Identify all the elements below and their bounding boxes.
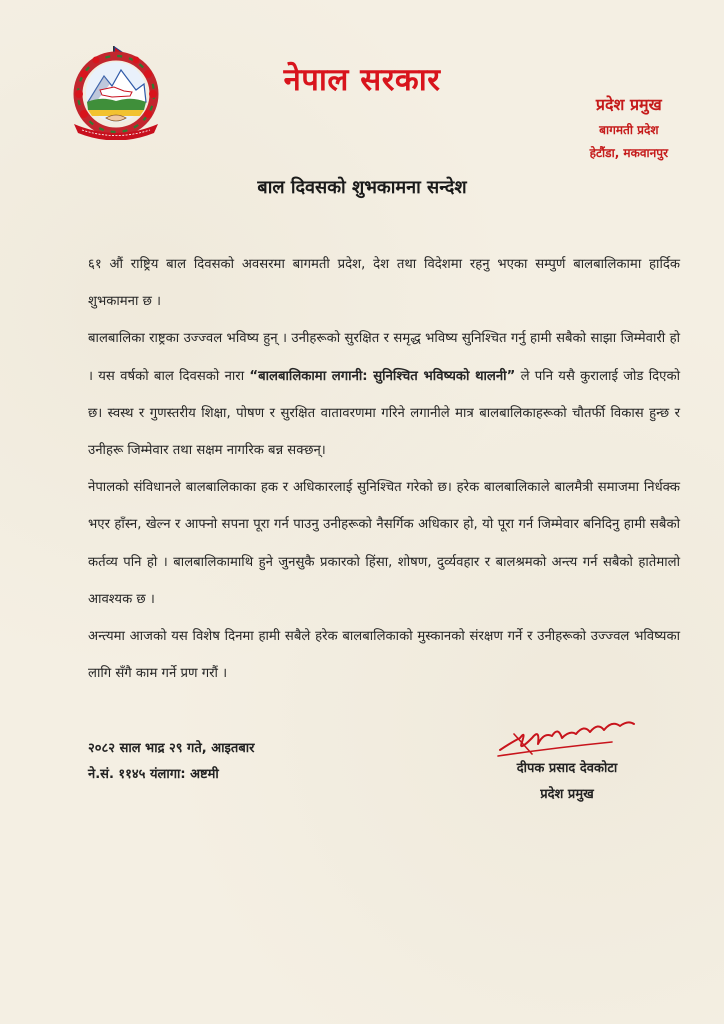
body-paragraph-2-text-b: ले पनि यसै कुरालाई जोड दिएको छ। स्वस्थ र गुणस्तरीय शिक्षा, पोषण र सुरक्षित वातावरणमा गरिने लगानीले मात्र बालबालिकाहरूको चौतर्फी विकास हुन्छ र उनीहरू जिम्मेवार तथा सक्षम नागरिक बन्न सक्छन्। xyxy=(88,368,680,459)
body-paragraph-3: नेपालको संविधानले बालबालिकाका हक र अधिकारलाई सुनिश्चित गरेको छ। हरेक बालबालिकाले बालमैत्री समाजमा निर्धक्क भएर हाँस्न, खेल्न र आफ्नो सपना पूरा गर्न पाउनु उनीहरूको नैसर्गिक अधिकार हो, यो पूरा गर्न जिम्मेवार बनिदिनु हामी सबैको कर्तव्य पनि हो । बालबालिकामाथि हुने जुनसुकै प्रकारको हिंसा, शोषण, दुर्व्यवहार र बालश्रमको अन्त्य गर्न सबैको हातेमालो आवश्यक छ । xyxy=(88,480,680,607)
signer-block xyxy=(482,756,652,808)
campaign-slogan: “बालबालिकामा लगानी: सुनिश्चित भविष्यको थालनी” xyxy=(249,368,516,384)
body-paragraph-1: ६१ औं राष्ट्रिय बाल दिवसको अवसरमा बागमती प्रदेश, देश तथा विदेशमा रहनु भएका सम्पुर्ण बालबालिकामा हार्दिक शुभकामना छ । xyxy=(88,257,680,310)
office-address: हेटौंडा, मकवानपुर xyxy=(589,146,668,160)
government-title: नेपाल सरकार xyxy=(283,62,441,98)
signer-title: प्रदेश प्रमुख xyxy=(540,787,594,802)
body-paragraph-2 xyxy=(88,320,680,469)
date-nepal-sambat: ने.सं. ११४५ यंलागा: अष्टमी xyxy=(88,767,219,782)
message-body xyxy=(88,246,680,692)
office-title: प्रदेश प्रमुख xyxy=(595,95,662,114)
office-block xyxy=(590,93,668,161)
signer-name: दीपक प्रसाद देवकोटा xyxy=(516,761,618,776)
office-province: बागमती प्रदेश xyxy=(599,123,659,137)
message-subject: बाल दिवसको शुभकामना सन्देश xyxy=(257,177,467,198)
body-paragraph-2-text-a: बालबालिका राष्ट्रका उज्ज्वल भविष्य हुन् । उनीहरूको सुरक्षित र समृद्ध भविष्य सुनिश्चित गर्नु हामी सबैको साझा जिम्मेवारी हो । यस वर्षको बाल दिवसको नारा xyxy=(88,331,680,384)
body-paragraph-4: अन्त्यमा आजको यस विशेष दिनमा हामी सबैले हरेक बालबालिकाको मुस्कानको संरक्षण गर्ने र उनीहरूको उज्ज्वल भविष्यका लागि सँगै काम गर्ने प्रण गरौं । xyxy=(88,629,680,682)
handwritten-signature xyxy=(492,712,642,762)
date-block xyxy=(88,736,254,788)
date-bikram-sambat: २०८२ साल भाद्र २९ गते, आइतबार xyxy=(88,741,255,756)
